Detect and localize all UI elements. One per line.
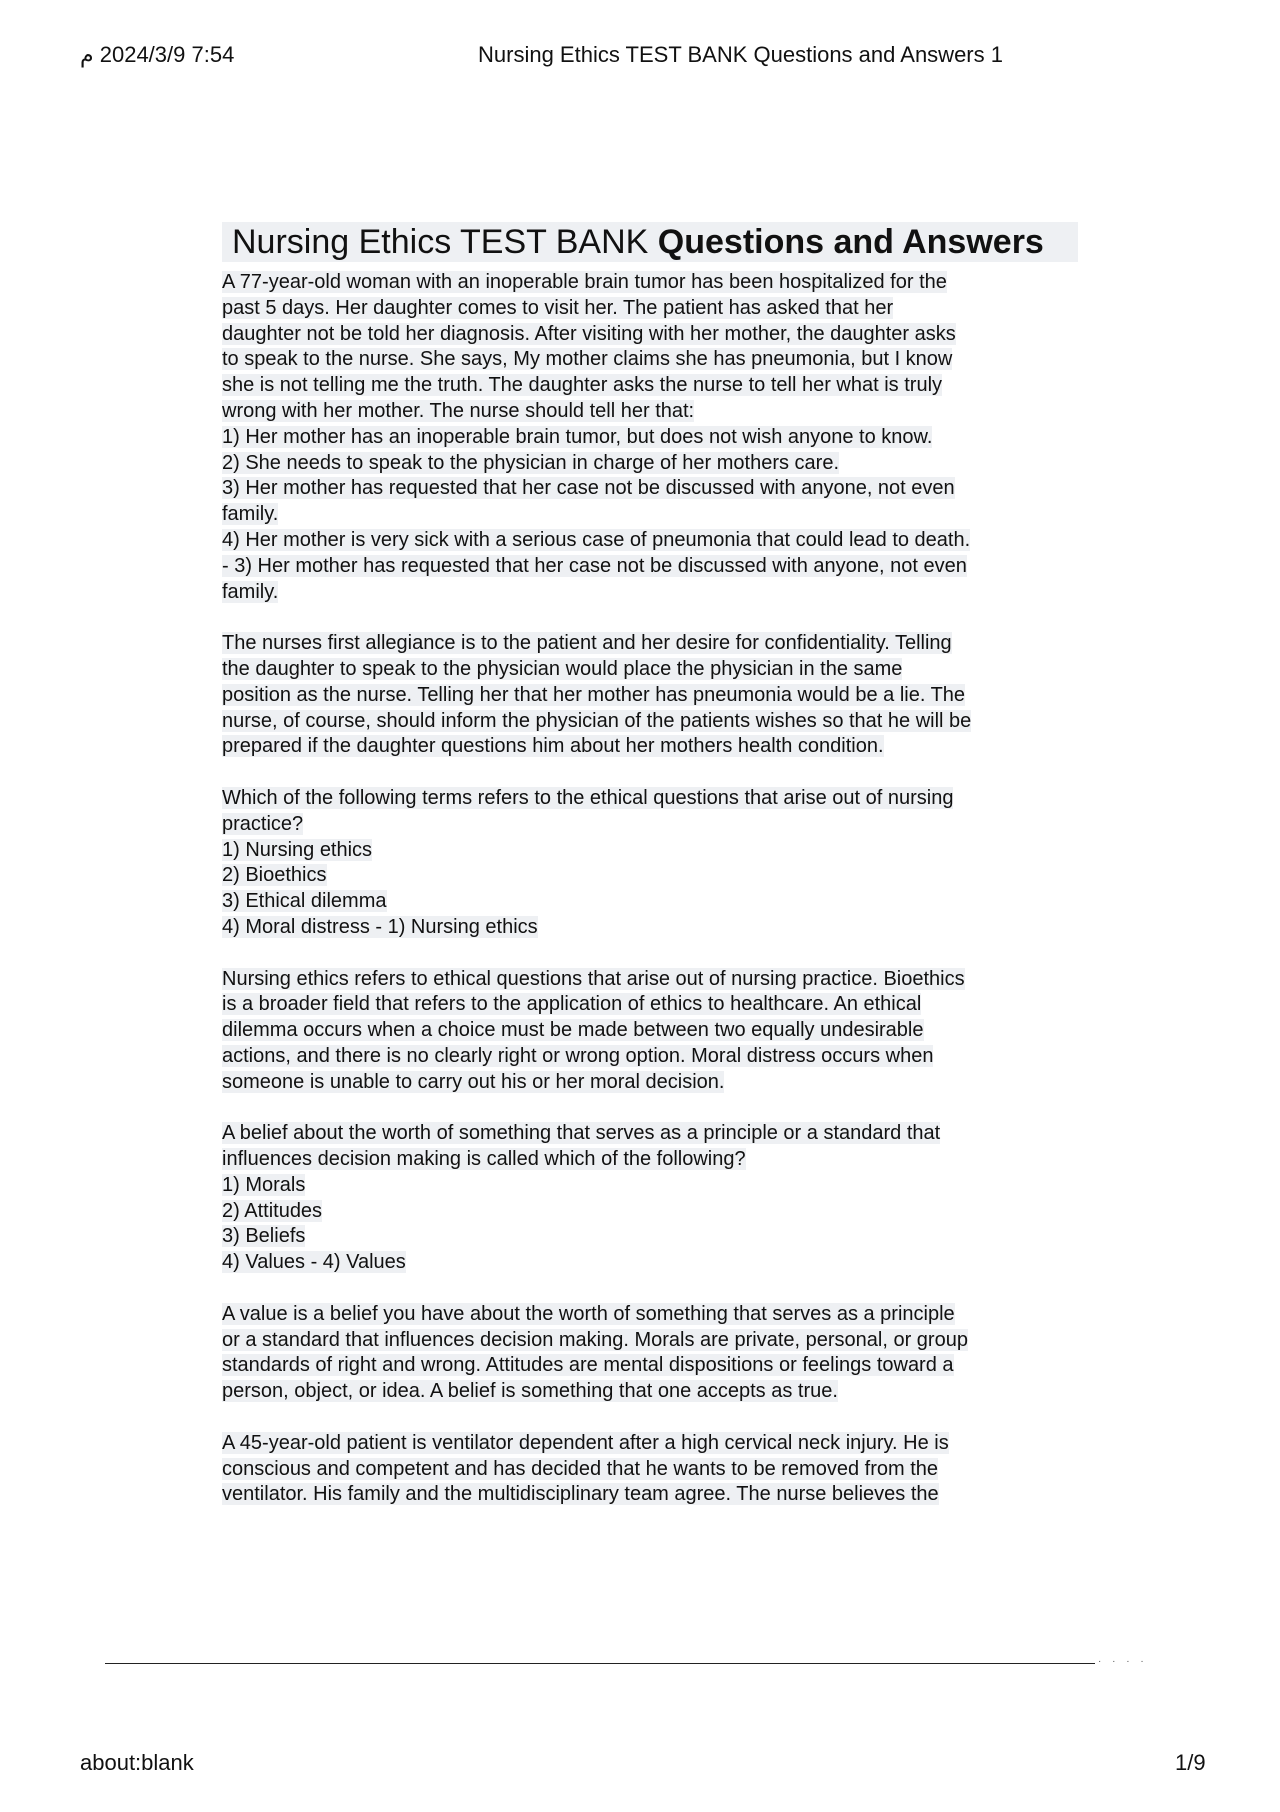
paragraph-gap — [222, 760, 1072, 786]
text-line-content: conscious and competent and has decided that he wants to be removed from the — [222, 1457, 938, 1480]
text-line-content: 3) Her mother has requested that her case not be discussed with anyone, not even — [222, 477, 955, 500]
text-line — [222, 1173, 1072, 1199]
text-line-content: practice? — [222, 812, 304, 835]
text-line — [222, 528, 1072, 554]
text-line — [222, 1250, 1072, 1276]
text-line — [222, 838, 1072, 864]
text-line — [222, 476, 1072, 502]
text-line — [222, 1482, 1072, 1508]
text-line — [222, 451, 1072, 477]
text-line — [222, 580, 1072, 606]
text-line-content: standards of right and wrong. Attitudes are mental dispositions or feelings toward a — [222, 1354, 954, 1377]
text-line — [222, 863, 1072, 889]
text-line-content: 1) Nursing ethics — [222, 838, 373, 861]
text-line — [222, 683, 1072, 709]
text-line — [222, 915, 1072, 941]
text-line — [222, 1224, 1072, 1250]
text-line-content: past 5 days. Her daughter comes to visit her. The patient has asked that her — [222, 296, 894, 319]
text-line-content: 3) Ethical dilemma — [222, 890, 387, 913]
page-divider — [105, 1663, 1095, 1664]
print-page-title: Nursing Ethics TEST BANK Questions and Answers 1 — [478, 42, 1003, 67]
text-line — [222, 889, 1072, 915]
text-line-content: A value is a belief you have about the worth of something that serves as a principle — [222, 1302, 955, 1325]
text-line-content: actions, and there is no clearly right or wrong option. Moral distress occurs when — [222, 1044, 934, 1067]
text-line — [222, 1302, 1072, 1328]
text-line — [222, 1147, 1072, 1173]
paragraph-gap — [222, 1405, 1072, 1431]
text-line-content: A 77-year-old woman with an inoperable brain tumor has been hospitalized for the — [222, 271, 947, 293]
paragraph-gap — [222, 1096, 1072, 1122]
text-line — [222, 1431, 1072, 1457]
text-line — [222, 270, 1072, 296]
text-line — [222, 1018, 1072, 1044]
text-line-content: 2) She needs to speak to the physician in charge of her mothers care. — [222, 451, 840, 474]
text-line-content: wrong with her mother. The nurse should tell her that: — [222, 399, 695, 422]
text-line-content: or a standard that influences decision making. Morals are private, personal, or group — [222, 1328, 968, 1351]
text-line-content: prepared if the daughter questions him about her mothers health condition. — [222, 735, 884, 758]
print-header — [0, 42, 1280, 72]
text-line — [222, 812, 1072, 838]
text-line-content: Nursing ethics refers to ethical questions that arise out of nursing practice. Bioethics — [222, 967, 965, 990]
text-line-content: 1) Morals — [222, 1173, 306, 1196]
text-line-content: 1) Her mother has an inoperable brain tumor, but does not wish anyone to know. — [222, 425, 933, 448]
text-line-content: 4) Moral distress - 1) Nursing ethics — [222, 915, 538, 938]
document-title-regular: Nursing Ethics TEST BANK — [232, 223, 658, 261]
document-title — [222, 222, 1078, 262]
text-line-content: someone is unable to carry out his or her moral decision. — [222, 1070, 725, 1093]
text-line — [222, 709, 1072, 735]
text-line — [222, 1353, 1072, 1379]
text-line — [222, 322, 1072, 348]
text-line-content: the daughter to speak to the physician would place the physician in the same — [222, 657, 903, 680]
text-line-content: influences decision making is called which of the following? — [222, 1148, 746, 1171]
text-line — [222, 296, 1072, 322]
text-line — [222, 1044, 1072, 1070]
print-page-number: 1/9 — [1175, 1750, 1206, 1775]
text-line — [222, 1379, 1072, 1405]
text-line-content: ventilator. His family and the multidisciplinary team agree. The nurse believes the — [222, 1483, 939, 1506]
text-line-content: 2) Attitudes — [222, 1199, 323, 1222]
text-line-content: 4) Values - 4) Values — [222, 1251, 406, 1274]
text-line — [222, 1328, 1072, 1354]
text-line — [222, 347, 1072, 373]
text-line-content: The nurses first allegiance is to the patient and her desire for confidentiality. Telling — [222, 632, 952, 655]
text-line-content: 3) Beliefs — [222, 1225, 306, 1248]
text-line-content: Which of the following terms refers to the ethical questions that arise out of nursing — [222, 786, 954, 809]
document-title-bold: Questions and Answers — [657, 223, 1044, 261]
text-line-content: family. — [222, 503, 279, 526]
text-line — [222, 554, 1072, 580]
text-line — [222, 502, 1072, 528]
text-line-content: daughter not be told her diagnosis. After visiting with her mother, the daughter asks — [222, 322, 956, 345]
paragraph-gap — [222, 1276, 1072, 1302]
text-line-content: person, object, or idea. A belief is something that one accepts as true. — [222, 1380, 838, 1403]
text-line — [222, 1457, 1072, 1483]
text-line-content: 4) Her mother is very sick with a serious case of pneumonia that could lead to death. — [222, 528, 971, 551]
text-line — [222, 786, 1072, 812]
text-line-content: position as the nurse. Telling her that her mother has pneumonia would be a lie. The — [222, 683, 966, 706]
text-line — [222, 967, 1072, 993]
text-line-content: - 3) Her mother has requested that her case not be discussed with anyone, not even — [222, 554, 967, 577]
text-line — [222, 425, 1072, 451]
text-line-content: dilemma occurs when a choice must be made between two equally undesirable — [222, 1019, 924, 1042]
text-line — [222, 1070, 1072, 1096]
text-line — [222, 373, 1072, 399]
text-line — [222, 992, 1072, 1018]
text-line-content: 2) Bioethics — [222, 864, 327, 887]
print-datetime: 7:54 2024/3/9 م — [80, 42, 235, 67]
print-url: about:blank — [80, 1750, 194, 1775]
text-line — [222, 399, 1072, 425]
text-line-content: she is not telling me the truth. The daughter asks the nurse to tell her what is truly — [222, 374, 943, 397]
document-body — [222, 222, 1072, 1508]
text-line — [222, 1121, 1072, 1147]
divider-dots: · · · · — [1098, 1656, 1148, 1667]
document-text — [222, 270, 1072, 1508]
text-line-content: is a broader field that refers to the application of ethics to healthcare. An ethical — [222, 993, 922, 1016]
text-line-content: A 45-year-old patient is ventilator dependent after a high cervical neck injury. He is — [222, 1431, 949, 1454]
text-line-content: to speak to the nurse. She says, My mother claims she has pneumonia, but I know — [222, 348, 953, 371]
text-line — [222, 734, 1072, 760]
paragraph-gap — [222, 605, 1072, 631]
text-line-content: A belief about the worth of something that serves as a principle or a standard that — [222, 1122, 941, 1145]
text-line — [222, 657, 1072, 683]
text-line-content: family. — [222, 580, 279, 603]
text-line — [222, 1199, 1072, 1225]
paragraph-gap — [222, 941, 1072, 967]
text-line — [222, 631, 1072, 657]
text-line-content: nurse, of course, should inform the physician of the patients wishes so that he will be — [222, 709, 972, 732]
